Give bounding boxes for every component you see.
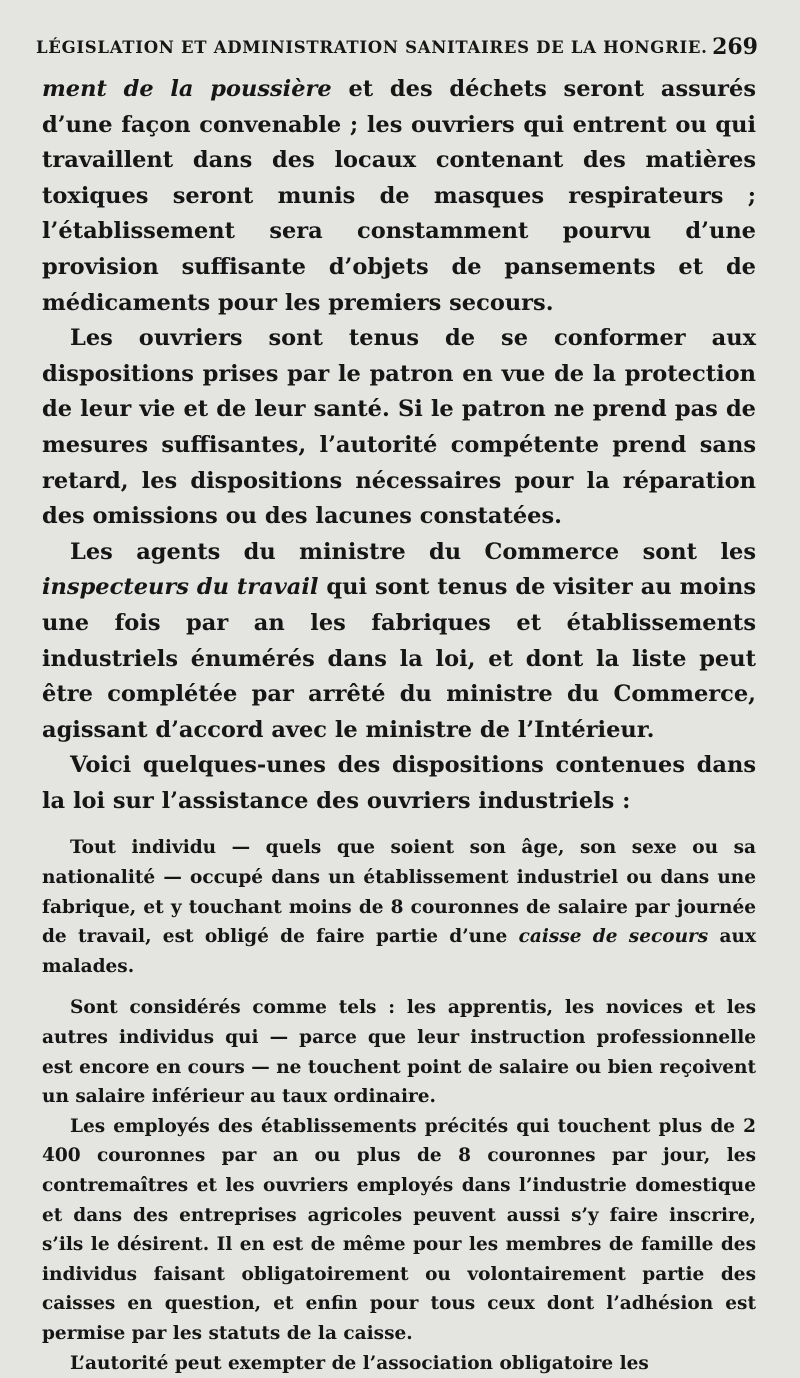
quoted-provision-4: L’autorité peut exempter de l’association obligatoire les bbox=[70, 1352, 649, 1374]
paragraph-text: qui sont tenus de visiter au moins une fois par an les fabriques et établissements industriels énumérés dans la loi, et dont la liste peut être complétée par arrêté du ministre du Commerce, agissant d’accord avec le ministre de l’Intérieur. bbox=[42, 574, 756, 743]
italic-phrase: caisse de secours bbox=[518, 926, 709, 948]
paragraph-text: aux malades. bbox=[42, 926, 756, 977]
paragraph-continuation bbox=[42, 72, 756, 321]
paragraph-workers-obligations: Les ouvriers sont tenus de se conformer aux dispositions prises par le patron en vue de la protection de leur vie et de leur santé. Si le patron ne prend pas de mesures suffisantes, l’autorité compétente prend sans retard, les dispositions nécessaires pour la réparation des omissions ou des lacunes constatées. bbox=[42, 325, 756, 530]
quoted-provision-2: Sont considérés comme tels : les apprentis, les novices et les autres individus qui — parce que leur instruction professionnelle est encore en cours — ne touchent point de salaire ou bien reçoivent un salaire inférieur au taux ordinaire. bbox=[42, 997, 756, 1108]
italic-phrase: inspecteurs du travail bbox=[42, 574, 319, 601]
italic-phrase: ment de la poussière bbox=[42, 76, 332, 102]
paragraph-intro-provisions: Voici quelques-unes des dispositions contenues dans la loi sur l’assistance des ouvriers industriels : bbox=[42, 752, 756, 814]
quoted-provision-3: Les employés des établissements précités qui touchent plus de 2 400 couronnes par an ou plus de 8 couronnes par jour, les contremaîtres et les ouvriers employés dans l’industrie domestique et dans des entreprises agricoles peuvent aussi s’y faire inscrire, s’ils le désirent. Il en est de même pour les membres de famille des individus faisant obligatoirement ou volontairement partie des caisses en question, et enfin pour tous ceux dont l’adhésion est permise par les statuts de la caisse. bbox=[42, 1115, 756, 1344]
paragraph-labour-inspectors bbox=[42, 535, 756, 749]
paragraph-text: Tout individu — quels que soient son âge, son sexe ou sa nationalité — occupé dans un établissement industriel ou dans une fabrique, et y touchant moins de 8 couronnes de salaire par journée de travail, est obligé de faire partie d’une bbox=[42, 837, 756, 948]
paragraph-text: et des déchets seront assurés d’une façon convenable ; les ouvriers qui entrent ou qui travaillent dans des locaux contenant des matières toxiques seront munis de masques respirateurs ; l’établissement sera constamment pourvu d’une provision suffisante d’objets de pansements et de médicaments pour les premiers secours. bbox=[42, 76, 756, 316]
quoted-provision-1 bbox=[42, 833, 756, 981]
page-header bbox=[36, 34, 758, 64]
page-number: 269 bbox=[712, 34, 758, 60]
paragraph-text: Les agents du ministre du Commerce sont les bbox=[70, 538, 756, 565]
page-body bbox=[42, 72, 756, 1378]
running-title: LÉGISLATION ET ADMINISTRATION SANITAIRES DE LA HONGRIE. bbox=[36, 38, 708, 57]
